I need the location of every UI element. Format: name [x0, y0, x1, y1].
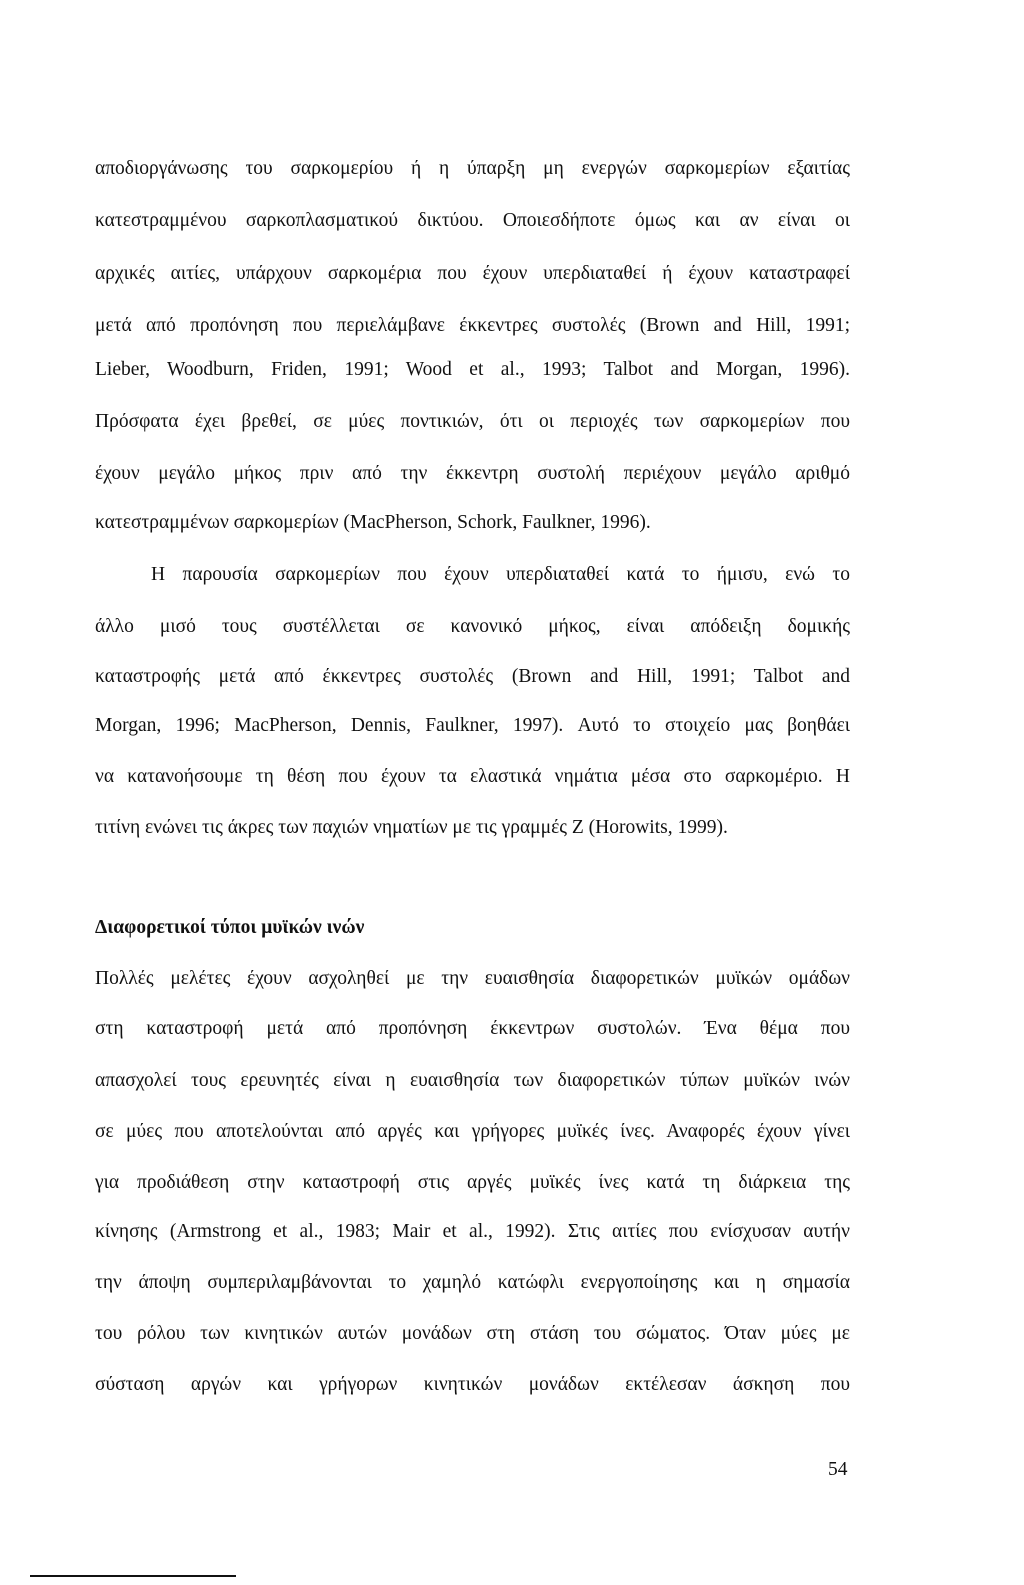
text-line: σύσταση αργών και γρήγορων κινητικών μονάδων εκτέλεσαν άσκηση που [95, 1374, 850, 1395]
text-line: την άποψη συμπεριλαμβάνονται το χαμηλό κατώφλι ενεργοποίησης και η σημασία [95, 1272, 850, 1293]
text-line: κατεστραμμένων σαρκομερίων (MacPherson, Schork, Faulkner, 1996). [95, 512, 651, 533]
text-line: του ρόλου των κινητικών αυτών μονάδων στη στάση του σώματος. Όταν μύες με [95, 1323, 850, 1344]
text-line: Morgan, 1996; MacPherson, Dennis, Faulkner, 1997). Αυτό το στοιχείο μας βοηθάει [95, 715, 850, 736]
text-line: τιτίνη ενώνει τις άκρες των παχιών νηματίων με τις γραμμές Ζ (Horowits, 1999). [95, 817, 728, 838]
text-line: άλλο μισό τους συστέλλεται σε κανονικό μήκος, είναι απόδειξη δομικής [95, 616, 850, 637]
text-line: Lieber, Woodburn, Friden, 1991; Wood et al., 1993; Talbot and Morgan, 1996). [95, 359, 850, 380]
text-line: Πολλές μελέτες έχουν ασχοληθεί με την ευαισθησία διαφορετικών μυϊκών ομάδων [95, 968, 850, 989]
footnote-separator [30, 1575, 236, 1577]
text-line: σε μύες που αποτελούνται από αργές και γρήγορες μυϊκές ίνες. Αναφορές έχουν γίνει [95, 1121, 850, 1142]
text-line: να κατανοήσουμε τη θέση που έχουν τα ελαστικά νημάτια μέσα στο σαρκομέριο. Η [95, 766, 850, 787]
text-line: Πρόσφατα έχει βρεθεί, σε μύες ποντικιών, ότι οι περιοχές των σαρκομερίων που [95, 411, 850, 432]
text-line: έχουν μεγάλο μήκος πριν από την έκκεντρη συστολή περιέχουν μεγάλο αριθμό [95, 463, 850, 484]
text-line: κατεστραμμένου σαρκοπλασματικού δικτύου. Οποιεσδήποτε όμως και αν είναι οι [95, 210, 850, 231]
text-line: στη καταστροφή μετά από προπόνηση έκκεντρων συστολών. Ένα θέμα που [95, 1018, 850, 1039]
text-line: αποδιοργάνωσης του σαρκομερίου ή η ύπαρξη μη ενεργών σαρκομερίων εξαιτίας [95, 158, 850, 179]
text-line: μετά από προπόνηση που περιελάμβανε έκκεντρες συστολές (Brown and Hill, 1991; [95, 315, 850, 336]
text-line: για προδιάθεση στην καταστροφή στις αργές μυϊκές ίνες κατά τη διάρκεια της [95, 1172, 850, 1193]
section-heading: Διαφορετικοί τύποι μυϊκών ινών [95, 917, 365, 938]
text-line: Η παρουσία σαρκομερίων που έχουν υπερδιαταθεί κατά το ήμισυ, ενώ το [151, 564, 850, 585]
text-line: αρχικές αιτίες, υπάρχουν σαρκομέρια που έχουν υπερδιαταθεί ή έχουν καταστραφεί [95, 263, 850, 284]
page-number: 54 [828, 1459, 848, 1480]
text-line: καταστροφής μετά από έκκεντρες συστολές (Brown and Hill, 1991; Talbot and [95, 666, 850, 687]
text-line: απασχολεί τους ερευνητές είναι η ευαισθησία των διαφορετικών τύπων μυϊκών ινών [95, 1070, 850, 1091]
text-line: κίνησης (Armstrong et al., 1983; Mair et al., 1992). Στις αιτίες που ενίσχυσαν αυτήν [95, 1221, 850, 1242]
